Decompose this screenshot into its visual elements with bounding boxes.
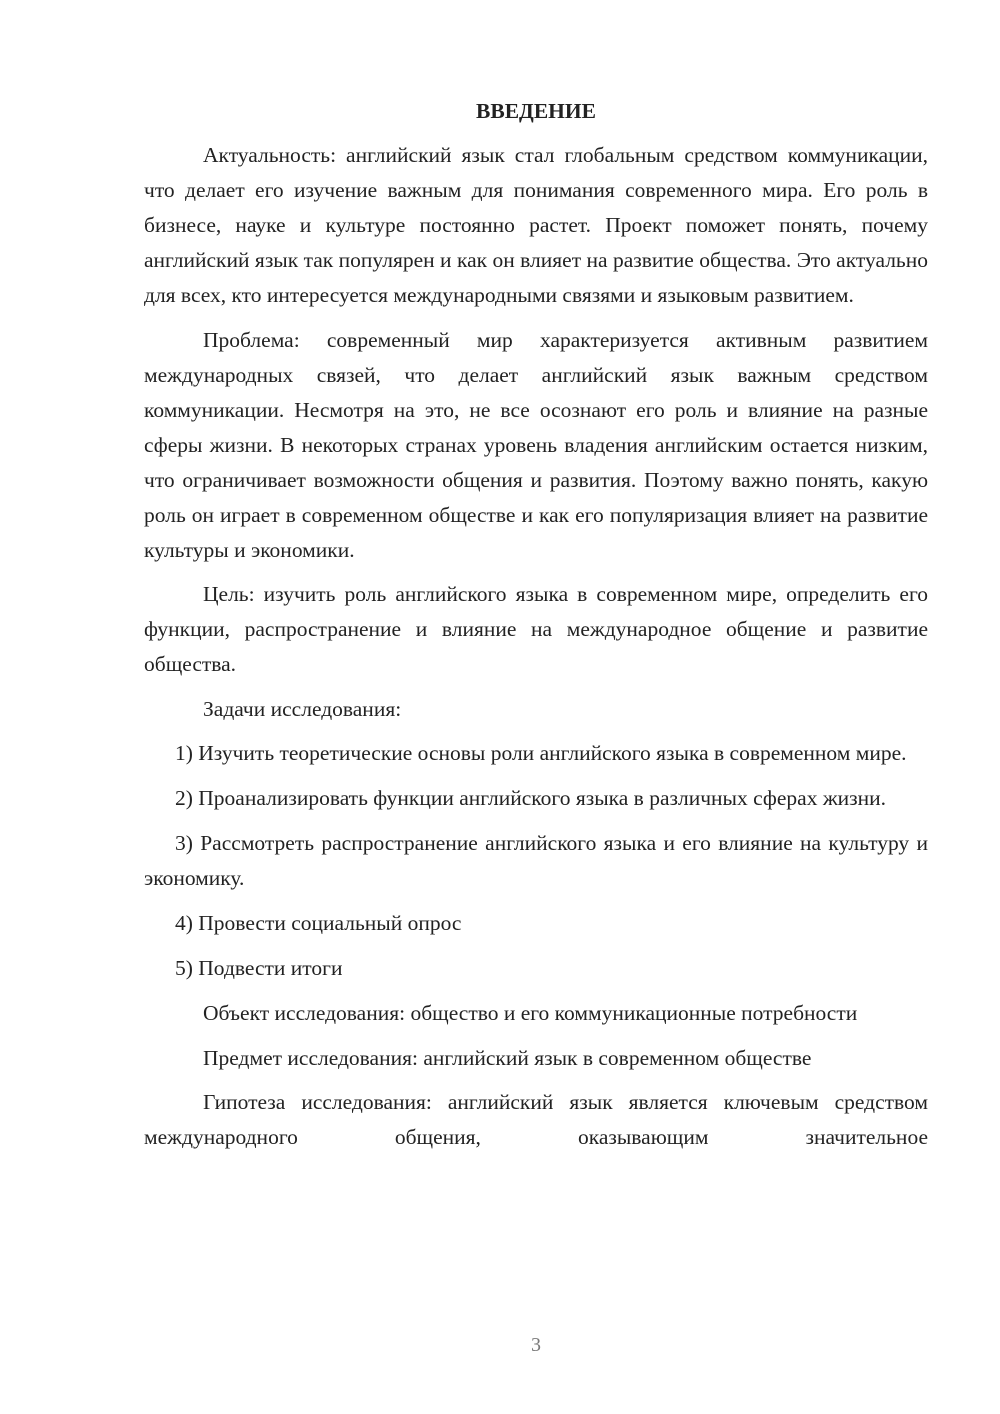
- paragraph-problem: Проблема: современный мир характеризуется активным развитием международных связей, что делает английский язык важным средством коммуникации. Несмотря на это, не все осознают его роль и влияние на разные сферы жизни. В некоторых странах уровень владения английским остается низким, что ограничивает возможности общения и развития. Поэтому важно понять, какую роль он играет в современном обществе и как его популяризация влияет на развитие культуры и экономики.: [144, 327, 928, 562]
- paragraph-hypothesis: Гипотеза исследования: английский язык является ключевым средством международного общения, оказывающим значительное: [144, 1090, 928, 1149]
- task-item-5: 5) Подвести итоги: [175, 956, 343, 980]
- tasks-heading: Задачи исследования:: [203, 696, 402, 721]
- paragraph-goal: Цель: изучить роль английского языка в современном мире, определить его функции, распространение и влияние на международное общение и развитие общества.: [144, 582, 928, 676]
- paragraph-relevance: Актуальность: английский язык стал глобальным средством коммуникации, что делает его изучение важным для понимания современного мира. Его роль в бизнесе, науке и культуре постоянно растет. Проект поможет понять, почему английский язык так популярен и как он влияет на развитие общества. Это актуально для всех, кто интересуется международными связями и языковым развитием.: [144, 143, 928, 307]
- task-item-3: 3) Рассмотреть распространение английского языка и его влияние на культуру и экономику.: [144, 831, 928, 890]
- paragraph-object: Объект исследования: общество и его коммуникационные потребности: [203, 1001, 858, 1025]
- page-content: [144, 96, 928, 1165]
- paragraph-subject: Предмет исследования: английский язык в современном обществе: [203, 1045, 812, 1070]
- page-number: 3: [531, 1334, 541, 1356]
- task-item-4: 4) Провести социальный опрос: [175, 911, 462, 935]
- section-title: ВВЕДЕНИЕ: [476, 99, 596, 123]
- task-item-1: 1) Изучить теоретические основы роли английского языка в современном мире.: [175, 741, 907, 765]
- task-item-2: 2) Проанализировать функции английского языка в различных сферах жизни.: [175, 786, 887, 810]
